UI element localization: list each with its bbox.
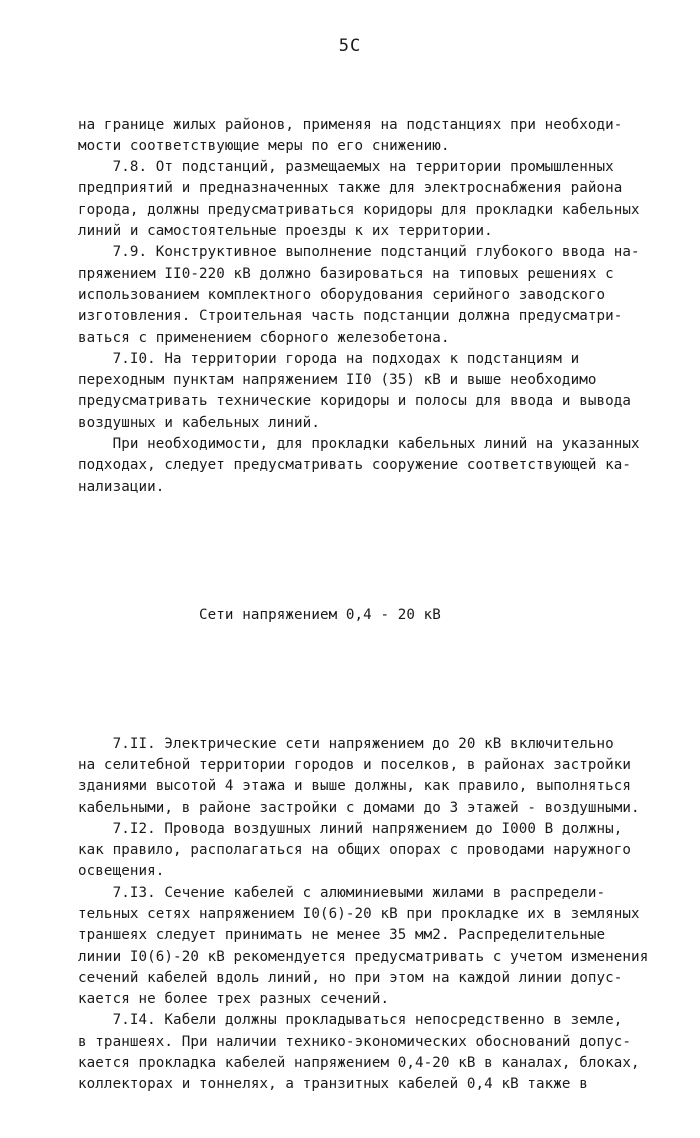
text-line: воздушных и кабельных линий. bbox=[78, 414, 320, 431]
text-line: 7.I2. Провода воздушных линий напряжением до I000 В должны, bbox=[78, 820, 623, 837]
text-line: 7.II. Электрические сети напряжением до 20 кВ включительно bbox=[78, 735, 614, 752]
text-line: При необходимости, для прокладки кабельных линий на указанных bbox=[78, 436, 640, 453]
text-line: освещения. bbox=[78, 863, 165, 880]
text-line: 7.I0. На территории города на подходах к подстанциям и bbox=[78, 350, 580, 367]
text-line: тельных сетях напряжением I0(6)-20 кВ при прокладке их в земляных bbox=[78, 905, 640, 922]
text-line: на селитебной территории городов и поселков, в районах застройки bbox=[78, 756, 632, 773]
text-line: изготовления. Строительная часть подстанции должна предусматри- bbox=[78, 308, 623, 325]
text-line: траншеях следует принимать не менее 35 мм2. Распределительные bbox=[78, 927, 606, 944]
text-line: линии I0(6)-20 кВ рекомендуется предусматривать с учетом изменения bbox=[78, 948, 649, 965]
text-line: как правило, располагаться на общих опорах с проводами наружного bbox=[78, 842, 632, 859]
spacer bbox=[78, 669, 638, 691]
text-line: кается прокладка кабелей напряжением 0,4-20 кВ в каналах, блоках, bbox=[78, 1055, 640, 1072]
text-line: коллекторах и тоннелях, а транзитных кабелей 0,4 кВ также в bbox=[78, 1076, 588, 1093]
text-line: города, должны предусматриваться коридоры для прокладки кабельных bbox=[78, 201, 640, 218]
text-line: использованием комплектного оборудования серийного заводского bbox=[78, 286, 606, 303]
text-line: в траншеях. При наличии технико-экономических обоснований допус- bbox=[78, 1033, 632, 1050]
text-line: кабельными, в районе застройки с домами до 3 этажей - воздушными. bbox=[78, 799, 640, 816]
text-line: предприятий и предназначенных также для электроснабжения района bbox=[78, 180, 623, 197]
text-line: 7.I3. Сечение кабелей с алюминиевыми жилами в распредели- bbox=[78, 884, 606, 901]
text-line: предусматривать технические коридоры и полосы для ввода и вывода bbox=[78, 393, 632, 410]
text-line: зданиями высотой 4 этажа и выше должны, как правило, выполняться bbox=[78, 778, 632, 795]
document-body bbox=[78, 72, 649, 1138]
text-line: пряжением II0-220 кВ должно базироваться на типовых решениях с bbox=[78, 265, 614, 282]
text-line: нализации. bbox=[78, 478, 165, 495]
text-line: подходах, следует предусматривать сооружение соответствующей ка- bbox=[78, 457, 632, 474]
text-line: линий и самостоятельные проезды к их территории. bbox=[78, 223, 493, 240]
text-block-substations bbox=[78, 115, 638, 498]
text-line: 7.I4. Кабели должны прокладываться непосредственно в земле, bbox=[78, 1012, 623, 1029]
text-line: переходным пунктам напряжением II0 (35) кВ и выше необходимо bbox=[78, 372, 597, 389]
text-line: на границе жилых районов, применяя на подстанциях при необходи- bbox=[78, 116, 623, 133]
text-line: ваться с применением сборного железобетона. bbox=[78, 329, 450, 346]
text-block-networks bbox=[78, 734, 649, 1096]
section-heading: Сети напряжением 0,4 - 20 кВ bbox=[78, 607, 441, 624]
text-line: кается не более трех разных сечений. bbox=[78, 991, 390, 1008]
text-line: мости соответствующие меры по его снижению. bbox=[78, 137, 450, 154]
text-line: 7.9. Конструктивное выполнение подстанций глубокого ввода на- bbox=[78, 244, 640, 261]
text-line: сечений кабелей вдоль линий, но при этом на каждой линии допус- bbox=[78, 969, 623, 986]
page-number: 5C bbox=[338, 36, 362, 56]
spacer bbox=[78, 541, 638, 563]
text-line: 7.8. От подстанций, размещаемых на территории промышленных bbox=[78, 159, 614, 176]
